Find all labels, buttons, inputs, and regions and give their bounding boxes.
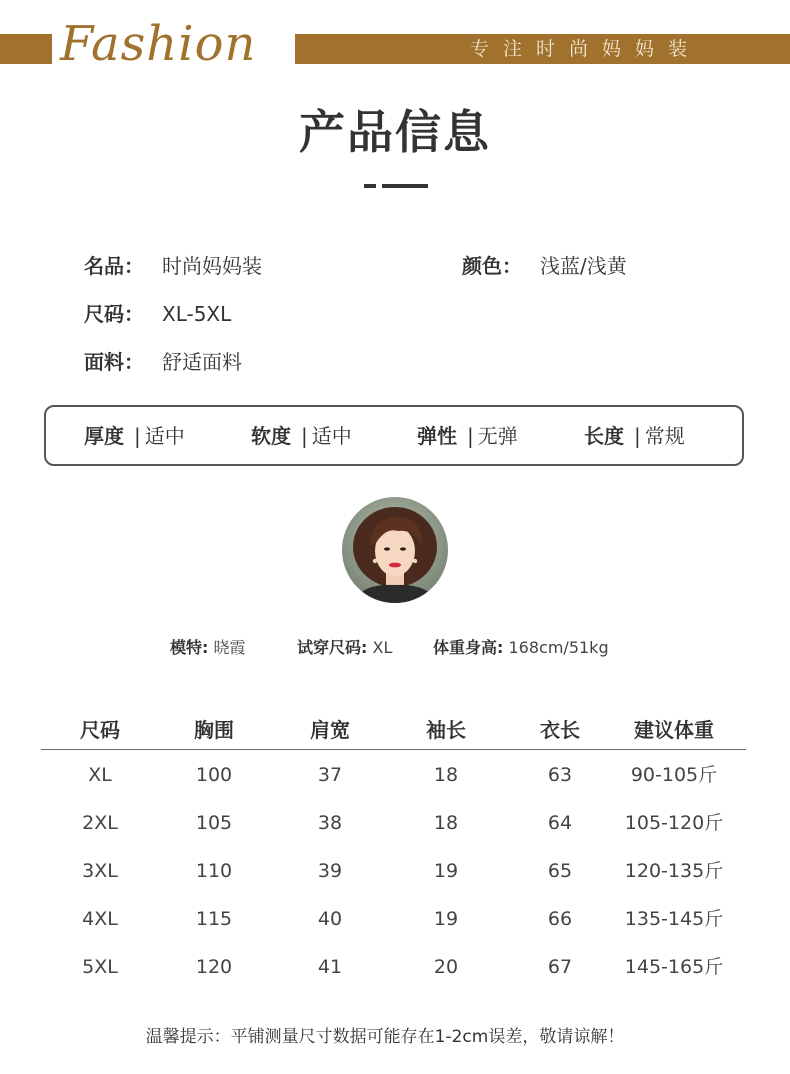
table-header-size: 尺码: [80, 718, 120, 742]
model-portrait-image: [342, 497, 448, 603]
brand-logo: Fashion: [60, 16, 257, 72]
table-cell: 120-135斤: [624, 860, 724, 882]
model-name: [170, 636, 246, 660]
attribute-value: 无弹: [477, 424, 518, 448]
table-header-divider: [41, 749, 746, 750]
attribute-softness: 软度 | 适中: [251, 424, 352, 448]
model-size: [297, 636, 392, 660]
model-avatar: [342, 497, 448, 603]
table-cell: 20: [433, 956, 459, 978]
table-cell: 18: [433, 812, 459, 834]
table-cell: 65: [547, 860, 573, 882]
table-cell: 145-165斤: [624, 956, 724, 978]
model-name-label: 模特:: [170, 638, 209, 657]
table-cell: 63: [547, 764, 573, 786]
fabric-label: 面料：: [84, 350, 144, 374]
color-value: 浅蓝/浅黄: [540, 254, 627, 278]
table-header-length: 衣长: [540, 718, 580, 742]
brand-tagline: 专注时尚妈妈装: [470, 38, 702, 60]
table-header-weight: 建议体重: [634, 718, 714, 742]
table-cell: 19: [433, 860, 459, 882]
table-cell: 2XL: [82, 812, 118, 834]
table-cell: 67: [547, 956, 573, 978]
size-value: XL-5XL: [162, 302, 232, 326]
table-cell: 41: [317, 956, 343, 978]
fabric-value: 舒适面料: [162, 350, 242, 374]
title-divider-long: [382, 184, 428, 188]
table-cell: 64: [547, 812, 573, 834]
attribute-value: 常规: [644, 424, 685, 448]
attribute-label: 厚度: [84, 424, 124, 448]
table-cell: 110: [195, 860, 233, 882]
table-cell: 66: [547, 908, 573, 930]
name-value: 时尚妈妈装: [162, 254, 262, 278]
table-cell: 37: [317, 764, 343, 786]
table-header-chest: 胸围: [194, 718, 234, 742]
attribute-label: 弹性: [417, 424, 457, 448]
model-name-value: 晓霞: [213, 638, 246, 657]
table-cell: 100: [195, 764, 233, 786]
footer-note: 温馨提示：平铺测量尺寸数据可能存在1-2cm误差，敬请谅解！: [145, 1027, 625, 1047]
table-cell: 19: [433, 908, 459, 930]
attribute-thickness: 厚度 | 适中: [84, 424, 185, 448]
name-label: 名品：: [84, 254, 144, 278]
table-cell: 135-145斤: [624, 908, 724, 930]
model-size-label: 试穿尺码:: [297, 638, 368, 657]
model-body: [433, 636, 609, 660]
attribute-value: 适中: [311, 424, 352, 448]
table-cell: 115: [195, 908, 233, 930]
table-cell: 3XL: [82, 860, 118, 882]
table-header-shoulder: 肩宽: [310, 718, 350, 742]
table-cell: 105-120斤: [624, 812, 724, 834]
attribute-length: 长度 | 常规: [584, 424, 685, 448]
header-bar-left: [0, 34, 52, 64]
model-body-value: 168cm/51kg: [508, 638, 609, 657]
table-header-sleeve: 袖长: [426, 718, 466, 742]
table-cell: 4XL: [82, 908, 118, 930]
table-cell: 90-105斤: [630, 764, 718, 786]
table-cell: 39: [317, 860, 343, 882]
attribute-label: 长度: [584, 424, 624, 448]
title-divider-short: [364, 184, 376, 188]
table-cell: 105: [195, 812, 233, 834]
model-body-label: 体重身高:: [433, 638, 504, 657]
model-size-value: XL: [372, 638, 393, 657]
attribute-value: 适中: [144, 424, 185, 448]
color-label: 颜色：: [462, 254, 522, 278]
table-cell: 5XL: [82, 956, 118, 978]
attribute-elasticity: 弹性 | 无弹: [417, 424, 518, 448]
page-title: 产品信息: [299, 105, 491, 159]
table-cell: 40: [317, 908, 343, 930]
size-label: 尺码：: [84, 302, 144, 326]
table-cell: XL: [88, 764, 112, 786]
attribute-label: 软度: [251, 424, 291, 448]
table-cell: 18: [433, 764, 459, 786]
table-cell: 38: [317, 812, 343, 834]
table-cell: 120: [195, 956, 233, 978]
